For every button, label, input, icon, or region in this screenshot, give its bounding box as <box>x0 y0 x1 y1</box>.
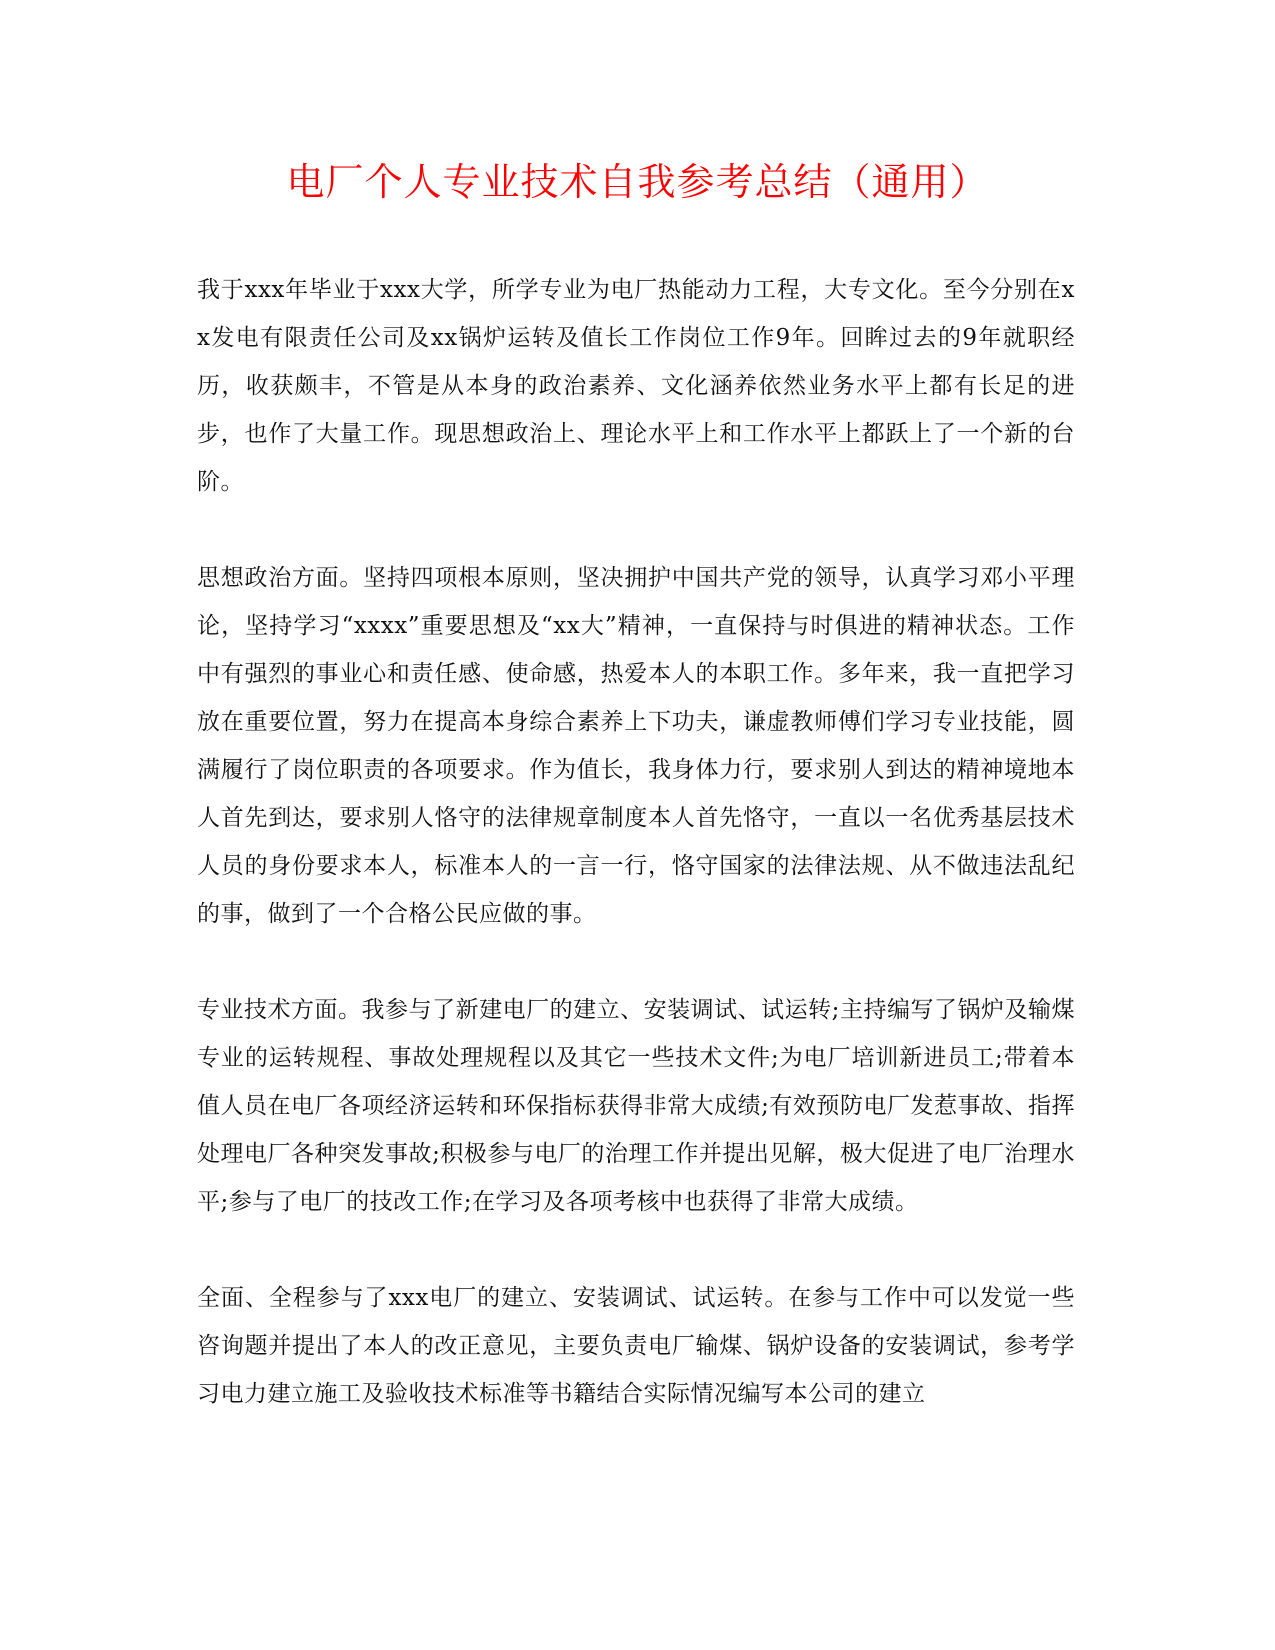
paragraph-construction: 全面、全程参与了xxx电厂的建立、安装调试、试运转。在参与工作中可以发觉一些咨询题并提出了本人的改正意见，主要负责电厂输煤、锅炉设备的安装调试，参考学习电力建立施工及验收技术标准等书籍结合实际情况编写本公司的建立 <box>197 1285 1075 1407</box>
paragraph-technical: 专业技术方面。我参与了新建电厂的建立、安装调试、试运转;主持编写了锅炉及输煤专业的运转规程、事故处理规程以及其它一些技术文件;为电厂培训新进员工;带着本值人员在电厂各项经济运转和环保指标获得非常大成绩;有效预防电厂发惹事故、指挥处理电厂各种突发事故;积极参与电厂的治理工作并提出见解，极大促进了电厂治理水平;参与了电厂的技改工作;在学习及各项考核中也获得了非常大成绩。 <box>197 997 1075 1215</box>
paragraph-intro: 我于xxx年毕业于xxx大学，所学专业为电厂热能动力工程，大专文化。至今分别在xx发电有限责任公司及xx锅炉运转及值长工作岗位工作9年。回眸过去的9年就职经历，收获颇丰，不管是从本身的政治素养、文化涵养依然业务水平上都有长足的进步，也作了大量工作。现思想政治上、理论水平上和工作水平上都跃上了一个新的台阶。 <box>197 277 1075 495</box>
document-body <box>197 266 1075 1466</box>
document-title: 电厂个人专业技术自我参考总结（通用） <box>286 160 989 204</box>
paragraph-political: 思想政治方面。坚持四项根本原则，坚决拥护中国共产党的领导，认真学习邓小平理论，坚持学习“xxxx”重要思想及“xx大”精神，一直保持与时俱进的精神状态。工作中有强烈的事业心和责任感、使命感，热爱本人的本职工作。多年来，我一直把学习放在重要位置，努力在提高本身综合素养上下功夫，谦虚教师傅们学习专业技能，圆满履行了岗位职责的各项要求。作为值长，我身体力行，要求别人到达的精神境地本人首先到达，要求别人恪守的法律规章制度本人首先恪守，一直以一名优秀基层技术人员的身份要求本人，标准本人的一言一行，恪守国家的法律法规、从不做违法乱纪的事，做到了一个合格公民应做的事。 <box>197 565 1075 927</box>
